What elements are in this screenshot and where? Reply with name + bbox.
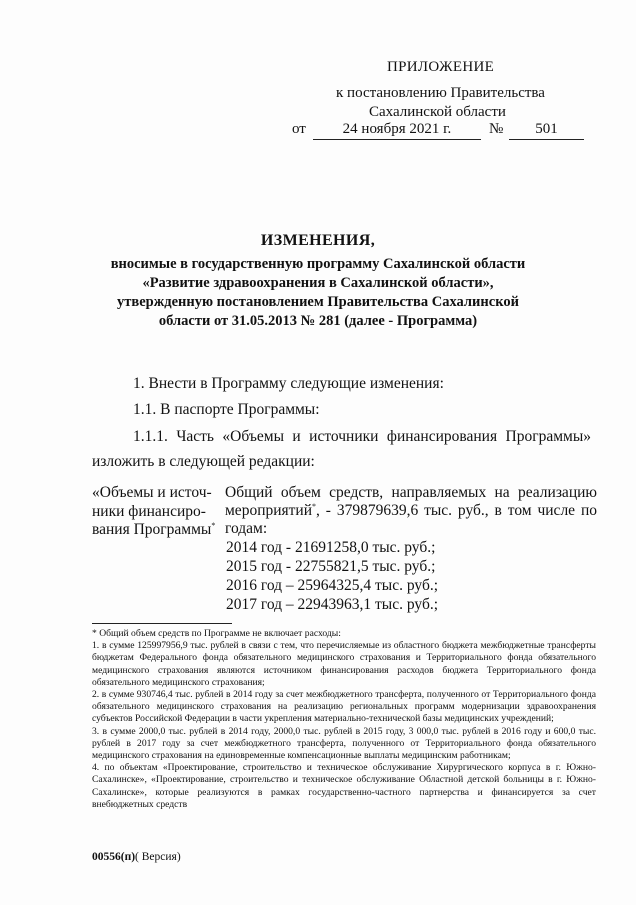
funding-year-item: 2015 год - 22755821,5 тыс. руб.; [226, 558, 436, 575]
footnote-marker: * [211, 520, 216, 530]
document-subtitle: вносимые в государственную программу Сахалинской области «Развитие здравоохранения в Сахалинской области», утвержденную постановлением Правительства Сахалинской области от 31.05.2013 № 281 (далее - Программа) [110, 256, 526, 329]
document-version: ( Версия) [135, 851, 181, 863]
funding-year-item: 2017 год – 22943963,1 тыс. руб.; [226, 596, 439, 613]
footnote-item-4: 4. по объектам «Проектирование, строительство и техническое обслуживание Хирургического корпуса в г. Южно-Сахалинске», «Проектирование, строительство и техническое обслуживание Областной детской больницы в г. Южно-Сахалинске», которые реализуются в рамках государственно-частного партнерства и финансируется за счет внебюджетных средств [92, 762, 596, 810]
paragraph-1: 1. Внести в Программу следующие изменения: [133, 375, 444, 392]
footnote-item-1: 1. в сумме 125997956,9 тыс. рублей в связи с тем, что перечисляемые из областного бюджета межбюджетные трансферты бюджетам Федерального фонда обязательного медицинского страхования и Территориального фонда обязательного медицинского страхования являются источником финансирования расходов бюджета Территориального фонда обязательного медицинского страхования; [92, 640, 596, 688]
funding-year-item: 2016 год – 25964325,4 тыс. руб.; [226, 577, 439, 594]
funding-by-year-list [226, 538, 438, 614]
passport-label-line-2: ники финансиро- [92, 502, 206, 520]
passport-value-line-1: Общий объем средств, направляемых на реализацию [225, 484, 597, 501]
passport-field-label [92, 484, 217, 540]
passport-value-line-2 [225, 502, 597, 520]
paragraph-continuation: изложить в следующей редакции: [92, 453, 315, 470]
appendix-heading: ПРИЛОЖЕНИЕ [387, 59, 495, 75]
passport-value-line-2a: мероприятий [225, 502, 313, 519]
document-title: ИЗМЕНЕНИЯ, [260, 232, 376, 249]
appendix-line-2: Сахалинской области [369, 104, 506, 120]
resolution-number: 501 [509, 121, 584, 140]
footnote-marker: * [312, 501, 317, 511]
passport-field-value [225, 484, 597, 538]
funding-year-item: 2014 год - 21691258,0 тыс. руб.; [226, 539, 436, 556]
passport-label-line-3: вания Программы [92, 521, 212, 538]
passport-label-line-1: «Объемы и источ- [92, 484, 212, 501]
footnote-item-2: 2. в сумме 930746,4 тыс. рублей в 2014 году за счет межбюджетного трансферта, полученного от Территориального фонда обязательного медицинского страхования на реализацию региональных программ модернизации здравоохранения субъектов Российской Федерации в части укрепления материально-технической базы медицинских учреждений; [92, 689, 596, 725]
number-label: № [489, 121, 504, 137]
document-code [92, 851, 181, 863]
footnote-item-3: 3. в сумме 2000,0 тыс. рублей в 2014 году, 2000,0 тыс. рублей в 2015 году, 3 000,0 тыс. рублей в 2016 году и 600,0 тыс. рублей в 2017 году за счет межбюджетного трансферта, полученного от Территориального фонда обязательного медицинского страхования на единовременные компенсационные выплаты медицинским работникам; [92, 725, 596, 762]
paragraph-1-1: 1.1. В паспорте Программы: [133, 401, 320, 418]
passport-value-line-2b: , - 379879639,6 тыс. руб., в том числе по [316, 502, 597, 519]
footnote-intro: * Общий объем средств по Программе не включает расходы: [92, 628, 341, 639]
from-label: от [292, 121, 306, 137]
passport-value-line-3: годам: [225, 520, 268, 537]
paragraph-1-1-1: 1.1.1. Часть «Объемы и источники финансирования Программы» [133, 428, 591, 445]
footnote [92, 628, 596, 811]
appendix-line-1: к постановлению Правительства [336, 85, 545, 101]
document-code-number: 00556(п) [92, 851, 136, 863]
footnote-divider [92, 623, 232, 624]
resolution-date: 24 ноября 2021 г. [313, 121, 481, 140]
